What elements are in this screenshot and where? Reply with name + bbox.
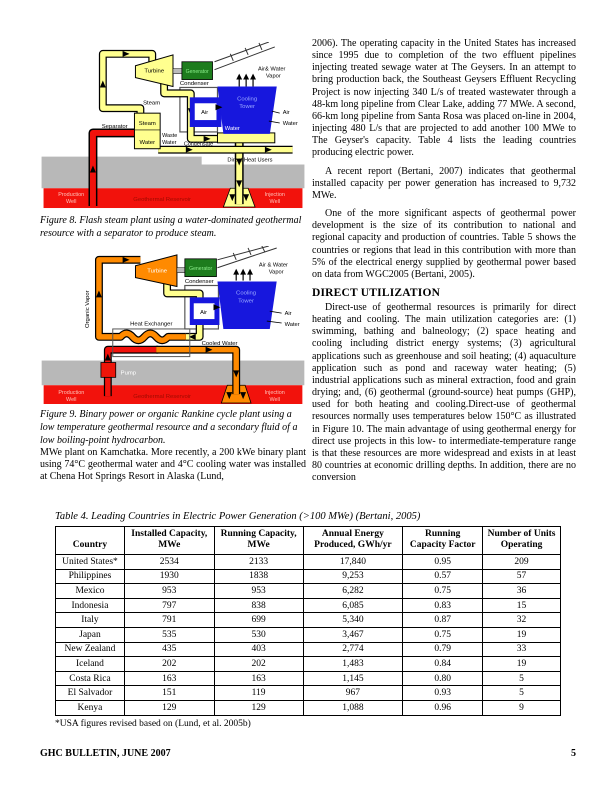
table-row xyxy=(56,584,561,599)
table-cell: 953 xyxy=(124,584,214,599)
table-cell: 0.87 xyxy=(403,613,483,628)
svg-text:Vapor: Vapor xyxy=(265,73,281,80)
svg-text:Well: Well xyxy=(269,199,281,206)
header-running-capacity: Running Capacity, MWe xyxy=(214,527,303,555)
header-annual-energy: Annual Energy Produced, GWh/yr xyxy=(303,527,403,555)
vapor-arrows xyxy=(233,269,253,281)
table-cell: Philippines xyxy=(56,569,125,584)
table-cell: Japan xyxy=(56,627,125,642)
table-cell: 838 xyxy=(214,598,303,613)
table-row xyxy=(56,613,561,628)
table-cell: 57 xyxy=(483,569,561,584)
table-cell: 5 xyxy=(483,671,561,686)
table-cell: 129 xyxy=(124,700,214,715)
svg-text:Well: Well xyxy=(65,199,77,206)
air-water-vapor-label: Air& Water xyxy=(257,66,286,73)
cooling-tower-label: Cooling xyxy=(237,96,258,103)
header-installed-capacity: Installed Capacity, MWe xyxy=(124,527,214,555)
table-cell: 0.93 xyxy=(403,686,483,701)
transmission-lines xyxy=(215,42,275,70)
page-number: 5 xyxy=(571,748,576,759)
table-cell: 535 xyxy=(124,627,214,642)
table-cell: Italy xyxy=(56,613,125,628)
paragraph-2: A recent report (Bertani, 2007) indicates that geothermal installed capacity per power generation has increased to 9,732 MWe. xyxy=(312,165,576,201)
waste-water-label: Waste xyxy=(162,132,178,139)
table-cell: 202 xyxy=(214,657,303,672)
water-tower-label: Water xyxy=(224,125,240,132)
svg-text:Tower: Tower xyxy=(238,298,254,305)
table-cell: 0.96 xyxy=(403,700,483,715)
table-cell: 15 xyxy=(483,598,561,613)
table-cell: 33 xyxy=(483,642,561,657)
header-capacity-factor: Running Capacity Factor xyxy=(403,527,483,555)
heat-exchanger-label: Heat Exchanger xyxy=(130,321,173,328)
air-right-label: Air xyxy=(282,110,290,117)
tower-basin xyxy=(217,133,274,143)
table-cell: 0.75 xyxy=(403,627,483,642)
shaft xyxy=(173,69,182,74)
table-cell: Indonesia xyxy=(56,598,125,613)
table-row xyxy=(56,671,561,686)
table-cell: 403 xyxy=(214,642,303,657)
condenser-label: Condenser xyxy=(184,279,214,286)
svg-text:Water: Water xyxy=(162,139,177,146)
figure8-diagram xyxy=(40,42,306,210)
table-cell: United States* xyxy=(56,555,125,570)
cooling-tower-label: Cooling xyxy=(236,290,257,297)
shaft xyxy=(177,268,185,273)
air-label: Air xyxy=(201,110,209,117)
table-cell: 19 xyxy=(483,627,561,642)
table-row xyxy=(56,700,561,715)
table-cell: 5 xyxy=(483,686,561,701)
table-cell: 9,253 xyxy=(303,569,403,584)
section-heading: DIRECT UTILIZATION xyxy=(312,286,441,299)
table-cell: 163 xyxy=(124,671,214,686)
condenser-label: Condenser xyxy=(179,80,209,87)
figure8-caption: Figure 8. Flash steam plant using a water-dominated geothermal resource with a separator to produce steam. xyxy=(40,215,302,239)
water-right-label: Water xyxy=(284,321,300,328)
cooling-tower-shape xyxy=(217,282,276,329)
pump-shape xyxy=(101,363,116,378)
table-cell: 0.80 xyxy=(403,671,483,686)
geothermal-reservoir-label: Geothermal Reservoir xyxy=(133,394,192,401)
page-footer xyxy=(40,748,576,759)
table-row xyxy=(56,642,561,657)
table-cell: 2534 xyxy=(124,555,214,570)
table-cell: 9 xyxy=(483,700,561,715)
air-water-vapor-label: Air & Water xyxy=(258,262,288,269)
organic-vapor-label: Organic Vapor xyxy=(85,290,92,329)
turbine-label: Turbine xyxy=(144,68,165,75)
table-row xyxy=(56,569,561,584)
separator-water-label: Water xyxy=(139,139,156,146)
table-cell: 129 xyxy=(214,700,303,715)
table4-title: Table 4. Leading Countries in Electric Power Generation (>100 MWe) (Bertani, 2005) xyxy=(55,511,421,522)
separator-steam-label: Steam xyxy=(138,121,156,128)
cooled-water-label: Cooled Water xyxy=(201,340,238,347)
direct-heat-users-label: Direct Heat Users xyxy=(227,157,273,164)
pump-label: Pump xyxy=(120,370,137,377)
separator-label: Separator xyxy=(101,123,128,130)
table-cell: Iceland xyxy=(56,657,125,672)
table-cell: 151 xyxy=(124,686,214,701)
figure9-caption: Figure 9. Binary power or organic Rankine cycle plant using a low temperature geothermal resource and a secondary fluid of a low boiling-point hydrocarbon. xyxy=(40,409,298,446)
steam-line-label: Steam xyxy=(143,100,161,107)
air-right-label: Air xyxy=(284,311,292,318)
injection-well-label: Injection xyxy=(264,390,285,397)
table-row xyxy=(56,657,561,672)
table-row xyxy=(56,555,561,570)
table-cell: 202 xyxy=(124,657,214,672)
air-label: Air xyxy=(200,310,208,317)
table-cell: 19 xyxy=(483,657,561,672)
table4-footnote: *USA figures revised based on (Lund, et al. 2005b) xyxy=(55,718,251,729)
paragraph-1: 2006). The operating capacity in the United States has increased since 1995 due to completion of the two effluent pipelines injecting treated sewage water at The Geysers. In an attempt to bring production back, the Southeast Geysers Effluent Recycling Project is now injecting 340 L/s of treated wastewater through a 48-km long pipeline from Clear Lake, adding 77 MWe. A second, 66-km long pipeline from Santa Rosa was placed on-line in 2004, injecting 480 L/s that are projected to add another 100 MWe to The Geyser's capacity. Table 4 lists the leading countries producing electric power. xyxy=(312,38,576,159)
vapor-arrows xyxy=(236,74,256,87)
table-cell: 791 xyxy=(124,613,214,628)
table-cell: 5,340 xyxy=(303,613,403,628)
production-well-label: Production xyxy=(58,390,85,397)
table-cell: 3,467 xyxy=(303,627,403,642)
generator-label: Generator xyxy=(185,69,209,76)
left-column xyxy=(40,42,306,489)
table-cell: 797 xyxy=(124,598,214,613)
table-cell: 530 xyxy=(214,627,303,642)
generator-label: Generator xyxy=(189,266,213,273)
svg-text:Tower: Tower xyxy=(239,104,256,111)
table-cell: 435 xyxy=(124,642,214,657)
table-cell: 119 xyxy=(214,686,303,701)
table-cell: 0.79 xyxy=(403,642,483,657)
condensate-label: Condensate xyxy=(183,141,214,148)
ground xyxy=(42,361,305,386)
table-cell: New Zealand xyxy=(56,642,125,657)
production-well-label: Production xyxy=(58,192,85,199)
left-paragraph: MWe plant on Kamchatka. More recently, a 200 kWe binary plant using 74°C geothermal water and 4°C cooling water was installed at Chena Hot Springs Resort in Alaska (Lund, xyxy=(40,447,306,483)
footer-bulletin-title: GHC BULLETIN, JUNE 2007 xyxy=(40,748,171,759)
table-cell: Mexico xyxy=(56,584,125,599)
paragraph-3: One of the more significant aspects of geothermal power development is the size of its contribution to national and regional capacity and production of countries. Table 5 shows the countries or regions that lead in this contribution with more than 5% of the electrical energy supplied by geothermal power based on data from WGC2005 (Bertani, 2005). xyxy=(312,208,576,280)
table4-block xyxy=(55,511,561,729)
table-cell: 0.84 xyxy=(403,657,483,672)
table-cell: 953 xyxy=(214,584,303,599)
table-cell: 32 xyxy=(483,613,561,628)
table-cell: 2133 xyxy=(214,555,303,570)
table-cell: 699 xyxy=(214,613,303,628)
table-row xyxy=(56,598,561,613)
geothermal-reservoir-label: Geothermal Reservoir xyxy=(133,197,192,204)
table-cell: 6,085 xyxy=(303,598,403,613)
svg-text:Well: Well xyxy=(269,397,280,404)
table-cell: 2,774 xyxy=(303,642,403,657)
svg-text:Well: Well xyxy=(66,397,77,404)
table-cell: Costa Rica xyxy=(56,671,125,686)
table-cell: 1838 xyxy=(214,569,303,584)
table-header-row xyxy=(56,527,561,555)
table-cell: 1930 xyxy=(124,569,214,584)
svg-text:Vapor: Vapor xyxy=(268,269,284,276)
figure9-diagram xyxy=(40,246,306,404)
table-cell: 1,088 xyxy=(303,700,403,715)
table-cell: 0.83 xyxy=(403,598,483,613)
table4 xyxy=(55,526,561,716)
table-cell: 0.75 xyxy=(403,584,483,599)
table-cell: 0.57 xyxy=(403,569,483,584)
header-country: Country xyxy=(56,527,125,555)
table-cell: 163 xyxy=(214,671,303,686)
right-column xyxy=(312,38,576,490)
table-cell: 1,145 xyxy=(303,671,403,686)
table-cell: 967 xyxy=(303,686,403,701)
injection-well-label: Injection xyxy=(264,192,285,199)
table-row xyxy=(56,627,561,642)
table-cell: Kenya xyxy=(56,700,125,715)
turbine-label: Turbine xyxy=(147,268,168,275)
table-cell: 1,483 xyxy=(303,657,403,672)
paragraph-4: Direct-use of geothermal resources is primarily for direct heating and cooling. The main utilization categories are: (1) swimming, bathing and balneology; (2) space heating and cooling including district energy systems; (3) agricultural applications such as greenhouse and soil heating; (4) aquaculture application such as pond and raceway water heating; (5) industrial applications such as mineral extraction, food and grain drying; and, (6) geothermal (ground-source) heat pumps (GHP), used for both heating and cooling.Direct-use of geothermal resources normally uses temperatures below 150°C as illustrated in Figure 10. The main advantage of using geothermal energy for direct use projects in this low- to intermediate-temperature range is that these resources are more widespread and exists in at least 80 countries at economic drilling depths. In addition, there are no conversion xyxy=(312,301,576,484)
table-cell: 0.95 xyxy=(403,555,483,570)
water-right-label: Water xyxy=(282,121,298,128)
table-row xyxy=(56,686,561,701)
header-units-operating: Number of Units Operating xyxy=(483,527,561,555)
table-cell: 17,840 xyxy=(303,555,403,570)
table-cell: 6,282 xyxy=(303,584,403,599)
table-cell: 36 xyxy=(483,584,561,599)
table-cell: El Salvador xyxy=(56,686,125,701)
table-cell: 209 xyxy=(483,555,561,570)
